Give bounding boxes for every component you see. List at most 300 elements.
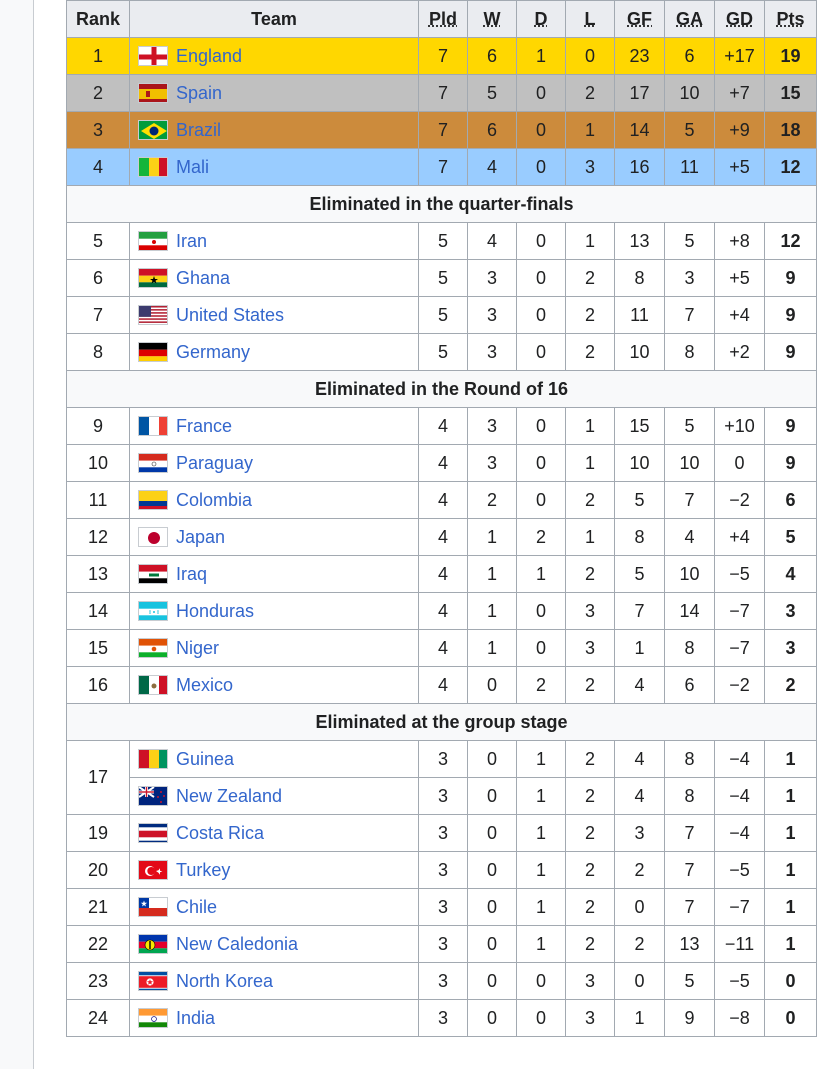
d-cell: 0: [517, 630, 566, 667]
gf-cell: 2: [615, 852, 665, 889]
gd-cell: −8: [715, 1000, 765, 1037]
header-team[interactable]: Team: [130, 1, 419, 38]
gf-cell: 8: [615, 519, 665, 556]
w-cell: 1: [468, 519, 517, 556]
l-cell: 3: [566, 630, 615, 667]
section-header-row: [67, 371, 817, 408]
rank-cell: 7: [67, 297, 130, 334]
team-link-new-caledonia[interactable]: New Caledonia: [176, 933, 299, 954]
pts-cell: 1: [765, 926, 817, 963]
pld-cell: 4: [419, 556, 468, 593]
team-link-niger[interactable]: Niger: [176, 637, 220, 658]
rank-cell: 15: [67, 630, 130, 667]
rank-cell: 6: [67, 260, 130, 297]
gf-cell: 4: [615, 778, 665, 815]
section-header-row: [67, 704, 817, 741]
w-cell: 2: [468, 482, 517, 519]
rank-cell: 14: [67, 593, 130, 630]
gf-cell: 13: [615, 223, 665, 260]
niger-flag-icon[interactable]: [138, 638, 168, 658]
pld-cell: 4: [419, 630, 468, 667]
d-cell: 0: [517, 445, 566, 482]
gd-cell: +10: [715, 408, 765, 445]
pts-cell: 9: [765, 408, 817, 445]
pts-cell: 1: [765, 852, 817, 889]
table-row: [67, 556, 817, 593]
ga-cell: 8: [665, 334, 715, 371]
pld-cell: 7: [419, 112, 468, 149]
pld-cell: 5: [419, 297, 468, 334]
table-row: [67, 519, 817, 556]
table-row: [67, 297, 817, 334]
pld-cell: 7: [419, 38, 468, 75]
rank-cell: 13: [67, 556, 130, 593]
pts-cell: 6: [765, 482, 817, 519]
ga-cell: 10: [665, 445, 715, 482]
ga-cell: 8: [665, 630, 715, 667]
team-cell: [130, 149, 419, 186]
header-pts[interactable]: Pts: [765, 1, 817, 38]
team-link-france[interactable]: France: [176, 415, 233, 436]
gf-cell: 10: [615, 334, 665, 371]
ga-cell: 6: [665, 667, 715, 704]
gf-cell: 3: [615, 815, 665, 852]
w-cell: 0: [468, 815, 517, 852]
section-header: Eliminated at the group stage: [67, 704, 817, 741]
team-cell: [130, 1000, 419, 1037]
team-cell: [130, 445, 419, 482]
table-row: [67, 630, 817, 667]
w-cell: 5: [468, 75, 517, 112]
header-rank[interactable]: Rank: [67, 1, 130, 38]
w-cell: 3: [468, 334, 517, 371]
pts-cell: 9: [765, 334, 817, 371]
team-cell: [130, 963, 419, 1000]
ga-cell: 8: [665, 741, 715, 778]
header-w[interactable]: W: [468, 1, 517, 38]
pld-cell: 4: [419, 445, 468, 482]
gf-cell: 8: [615, 260, 665, 297]
paraguay-flag-icon[interactable]: [138, 453, 168, 473]
ga-cell: 11: [665, 149, 715, 186]
pld-cell: 7: [419, 149, 468, 186]
team-cell: [130, 926, 419, 963]
l-cell: 1: [566, 112, 615, 149]
india-flag-icon[interactable]: [138, 1008, 168, 1028]
header-pld[interactable]: Pld: [419, 1, 468, 38]
w-cell: 4: [468, 149, 517, 186]
ga-cell: 9: [665, 1000, 715, 1037]
ga-cell: 7: [665, 889, 715, 926]
gd-cell: −4: [715, 778, 765, 815]
w-cell: 1: [468, 630, 517, 667]
rank-cell: 9: [67, 408, 130, 445]
team-cell: [130, 519, 419, 556]
team-link-new-zealand[interactable]: New Zealand: [176, 785, 283, 806]
team-cell: [130, 223, 419, 260]
team-link-iran[interactable]: Iran: [176, 230, 208, 251]
pts-cell: 15: [765, 75, 817, 112]
rank-cell: 5: [67, 223, 130, 260]
ga-cell: 7: [665, 852, 715, 889]
team-cell: [130, 556, 419, 593]
pts-cell: 19: [765, 38, 817, 75]
gd-cell: +17: [715, 38, 765, 75]
team-cell: [130, 741, 419, 778]
l-cell: 1: [566, 223, 615, 260]
north-korea-flag-icon[interactable]: [138, 971, 168, 991]
w-cell: 6: [468, 112, 517, 149]
pts-cell: 2: [765, 667, 817, 704]
team-link-costa-rica[interactable]: Costa Rica: [176, 822, 265, 843]
table-row: [67, 926, 817, 963]
gf-cell: 16: [615, 149, 665, 186]
l-cell: 2: [566, 260, 615, 297]
gd-cell: +8: [715, 223, 765, 260]
gf-cell: 1: [615, 1000, 665, 1037]
ga-cell: 10: [665, 556, 715, 593]
w-cell: 4: [468, 223, 517, 260]
gd-cell: −5: [715, 963, 765, 1000]
team-link-guinea[interactable]: Guinea: [176, 748, 235, 769]
d-cell: 0: [517, 297, 566, 334]
ga-cell: 5: [665, 223, 715, 260]
d-cell: 1: [517, 926, 566, 963]
rank-cell: 22: [67, 926, 130, 963]
l-cell: 3: [566, 963, 615, 1000]
table-row: [67, 445, 817, 482]
team-cell: [130, 482, 419, 519]
team-cell: [130, 889, 419, 926]
rank-cell: 1: [67, 38, 130, 75]
w-cell: 0: [468, 963, 517, 1000]
pts-cell: 0: [765, 963, 817, 1000]
w-cell: 3: [468, 445, 517, 482]
d-cell: 0: [517, 260, 566, 297]
l-cell: 2: [566, 334, 615, 371]
header-gf[interactable]: GF: [615, 1, 665, 38]
table-row: [67, 667, 817, 704]
ga-cell: 5: [665, 963, 715, 1000]
pts-cell: 3: [765, 630, 817, 667]
rank-cell: 19: [67, 815, 130, 852]
d-cell: 0: [517, 334, 566, 371]
france-flag-icon[interactable]: [138, 416, 168, 436]
table-row: [67, 482, 817, 519]
mexico-flag-icon[interactable]: [138, 675, 168, 695]
pts-cell: 1: [765, 815, 817, 852]
rank-cell: 24: [67, 1000, 130, 1037]
d-cell: 2: [517, 519, 566, 556]
pts-cell: 4: [765, 556, 817, 593]
table-row: [67, 112, 817, 149]
pld-cell: 5: [419, 223, 468, 260]
table-row: [67, 889, 817, 926]
ga-cell: 7: [665, 297, 715, 334]
team-cell: [130, 334, 419, 371]
w-cell: 0: [468, 926, 517, 963]
rank-cell: 3: [67, 112, 130, 149]
japan-flag-icon[interactable]: [138, 527, 168, 547]
brazil-flag-icon[interactable]: [138, 120, 168, 140]
header-row: [67, 1, 817, 38]
pld-cell: 3: [419, 926, 468, 963]
mali-flag-icon[interactable]: [138, 157, 168, 177]
team-link-japan[interactable]: Japan: [176, 526, 226, 547]
gd-cell: +9: [715, 112, 765, 149]
d-cell: 1: [517, 778, 566, 815]
gd-cell: −4: [715, 815, 765, 852]
table-row: [67, 38, 817, 75]
pts-cell: 5: [765, 519, 817, 556]
table-row: [67, 593, 817, 630]
guinea-flag-icon[interactable]: [138, 749, 168, 769]
d-cell: 0: [517, 482, 566, 519]
d-cell: 0: [517, 75, 566, 112]
pts-cell: 1: [765, 741, 817, 778]
pld-cell: 3: [419, 741, 468, 778]
pld-cell: 4: [419, 667, 468, 704]
team-link-india[interactable]: India: [176, 1007, 216, 1028]
gf-cell: 1: [615, 630, 665, 667]
w-cell: 0: [468, 778, 517, 815]
team-link-north-korea[interactable]: North Korea: [176, 970, 274, 991]
gf-cell: 17: [615, 75, 665, 112]
team-cell: [130, 112, 419, 149]
gf-cell: 7: [615, 593, 665, 630]
section-header-row: [67, 186, 817, 223]
d-cell: 1: [517, 556, 566, 593]
rank-cell: 8: [67, 334, 130, 371]
germany-flag-icon[interactable]: [138, 342, 168, 362]
gd-cell: +2: [715, 334, 765, 371]
l-cell: 3: [566, 149, 615, 186]
gf-cell: 14: [615, 112, 665, 149]
section-header: Eliminated in the quarter-finals: [67, 186, 817, 223]
table-row: [67, 852, 817, 889]
ga-cell: 10: [665, 75, 715, 112]
pts-cell: 1: [765, 889, 817, 926]
spain-flag-icon[interactable]: [138, 83, 168, 103]
d-cell: 0: [517, 408, 566, 445]
team-cell: [130, 593, 419, 630]
l-cell: 0: [566, 38, 615, 75]
new-caledonia-flag-icon[interactable]: [138, 934, 168, 954]
team-cell: [130, 630, 419, 667]
gd-cell: +4: [715, 297, 765, 334]
l-cell: 2: [566, 926, 615, 963]
l-cell: 2: [566, 889, 615, 926]
ga-cell: 8: [665, 778, 715, 815]
rank-cell: 23: [67, 963, 130, 1000]
d-cell: 1: [517, 38, 566, 75]
gd-cell: 0: [715, 445, 765, 482]
ga-cell: 5: [665, 408, 715, 445]
team-cell: [130, 297, 419, 334]
gf-cell: 0: [615, 963, 665, 1000]
header-d[interactable]: D: [517, 1, 566, 38]
w-cell: 3: [468, 408, 517, 445]
costa-rica-flag-icon[interactable]: [138, 823, 168, 843]
d-cell: 0: [517, 1000, 566, 1037]
rank-cell: 16: [67, 667, 130, 704]
team-cell: [130, 260, 419, 297]
header-ga[interactable]: GA: [665, 1, 715, 38]
section-header: Eliminated in the Round of 16: [67, 371, 817, 408]
rank-cell: 17: [67, 741, 130, 815]
iraq-flag-icon[interactable]: [138, 564, 168, 584]
l-cell: 2: [566, 778, 615, 815]
united-states-flag-icon[interactable]: [138, 305, 168, 325]
gd-cell: −2: [715, 667, 765, 704]
pts-cell: 12: [765, 149, 817, 186]
pld-cell: 4: [419, 482, 468, 519]
gf-cell: 0: [615, 889, 665, 926]
table-row: [67, 223, 817, 260]
pld-cell: 3: [419, 889, 468, 926]
gf-cell: 5: [615, 556, 665, 593]
ga-cell: 14: [665, 593, 715, 630]
pts-cell: 9: [765, 260, 817, 297]
table-row: [67, 75, 817, 112]
rank-cell: 2: [67, 75, 130, 112]
gf-cell: 5: [615, 482, 665, 519]
l-cell: 1: [566, 445, 615, 482]
team-link-brazil[interactable]: Brazil: [176, 119, 222, 140]
team-link-honduras[interactable]: Honduras: [176, 600, 255, 621]
iran-flag-icon[interactable]: [138, 231, 168, 251]
pld-cell: 4: [419, 593, 468, 630]
gd-cell: +4: [715, 519, 765, 556]
header-l[interactable]: L: [566, 1, 615, 38]
w-cell: 6: [468, 38, 517, 75]
team-cell: [130, 408, 419, 445]
team-cell: [130, 38, 419, 75]
pts-cell: 12: [765, 223, 817, 260]
chile-flag-icon[interactable]: [138, 897, 168, 917]
team-link-spain[interactable]: Spain: [176, 82, 223, 103]
w-cell: 0: [468, 667, 517, 704]
w-cell: 0: [468, 889, 517, 926]
pts-cell: 18: [765, 112, 817, 149]
pld-cell: 4: [419, 519, 468, 556]
new-zealand-flag-icon[interactable]: [138, 786, 168, 806]
pts-cell: 0: [765, 1000, 817, 1037]
colombia-flag-icon[interactable]: [138, 490, 168, 510]
l-cell: 2: [566, 482, 615, 519]
pld-cell: 3: [419, 778, 468, 815]
pts-cell: 9: [765, 445, 817, 482]
team-link-mali[interactable]: Mali: [176, 156, 210, 177]
team-link-turkey[interactable]: Turkey: [176, 859, 231, 880]
team-link-mexico[interactable]: Mexico: [176, 674, 234, 695]
ga-cell: 7: [665, 482, 715, 519]
ga-cell: 3: [665, 260, 715, 297]
table-row: [67, 741, 817, 778]
ghana-flag-icon[interactable]: [138, 268, 168, 288]
standings-table: [66, 0, 817, 1037]
rank-cell: 11: [67, 482, 130, 519]
header-gd[interactable]: GD: [715, 1, 765, 38]
d-cell: 2: [517, 667, 566, 704]
rank-cell: 10: [67, 445, 130, 482]
team-link-germany[interactable]: Germany: [176, 341, 251, 362]
d-cell: 1: [517, 852, 566, 889]
ga-cell: 4: [665, 519, 715, 556]
pts-cell: 1: [765, 778, 817, 815]
d-cell: 1: [517, 889, 566, 926]
pld-cell: 5: [419, 334, 468, 371]
d-cell: 0: [517, 593, 566, 630]
d-cell: 1: [517, 741, 566, 778]
honduras-flag-icon[interactable]: [138, 601, 168, 621]
rank-cell: 12: [67, 519, 130, 556]
l-cell: 2: [566, 852, 615, 889]
w-cell: 0: [468, 741, 517, 778]
gd-cell: +5: [715, 260, 765, 297]
pld-cell: 4: [419, 408, 468, 445]
gd-cell: +5: [715, 149, 765, 186]
w-cell: 1: [468, 556, 517, 593]
team-cell: [130, 75, 419, 112]
turkey-flag-icon[interactable]: [138, 860, 168, 880]
gd-cell: −7: [715, 630, 765, 667]
rank-cell: 20: [67, 852, 130, 889]
england-flag-icon[interactable]: [138, 46, 168, 66]
l-cell: 2: [566, 741, 615, 778]
gf-cell: 23: [615, 38, 665, 75]
w-cell: 1: [468, 593, 517, 630]
gf-cell: 10: [615, 445, 665, 482]
rank-cell: 4: [67, 149, 130, 186]
gf-cell: 15: [615, 408, 665, 445]
gd-cell: +7: [715, 75, 765, 112]
d-cell: 0: [517, 223, 566, 260]
l-cell: 2: [566, 75, 615, 112]
team-link-ghana[interactable]: Ghana: [176, 267, 231, 288]
l-cell: 1: [566, 408, 615, 445]
w-cell: 0: [468, 1000, 517, 1037]
team-link-colombia[interactable]: Colombia: [176, 489, 253, 510]
pts-cell: 9: [765, 297, 817, 334]
l-cell: 2: [566, 667, 615, 704]
ga-cell: 13: [665, 926, 715, 963]
l-cell: 3: [566, 1000, 615, 1037]
d-cell: 1: [517, 815, 566, 852]
table-row: [67, 1000, 817, 1037]
pld-cell: 5: [419, 260, 468, 297]
pld-cell: 3: [419, 815, 468, 852]
team-link-iraq[interactable]: Iraq: [176, 563, 208, 584]
ga-cell: 5: [665, 112, 715, 149]
team-link-england[interactable]: England: [176, 45, 243, 66]
l-cell: 1: [566, 519, 615, 556]
w-cell: 3: [468, 297, 517, 334]
table-row: [67, 778, 817, 815]
pld-cell: 7: [419, 75, 468, 112]
team-link-paraguay[interactable]: Paraguay: [176, 452, 254, 473]
gd-cell: −7: [715, 593, 765, 630]
team-link-chile[interactable]: Chile: [176, 896, 218, 917]
team-link-united-states[interactable]: United States: [176, 304, 285, 325]
table-row: [67, 334, 817, 371]
rank-cell: 21: [67, 889, 130, 926]
table-row: [67, 963, 817, 1000]
table-row: [67, 815, 817, 852]
gf-cell: 11: [615, 297, 665, 334]
l-cell: 2: [566, 297, 615, 334]
gf-cell: 4: [615, 667, 665, 704]
